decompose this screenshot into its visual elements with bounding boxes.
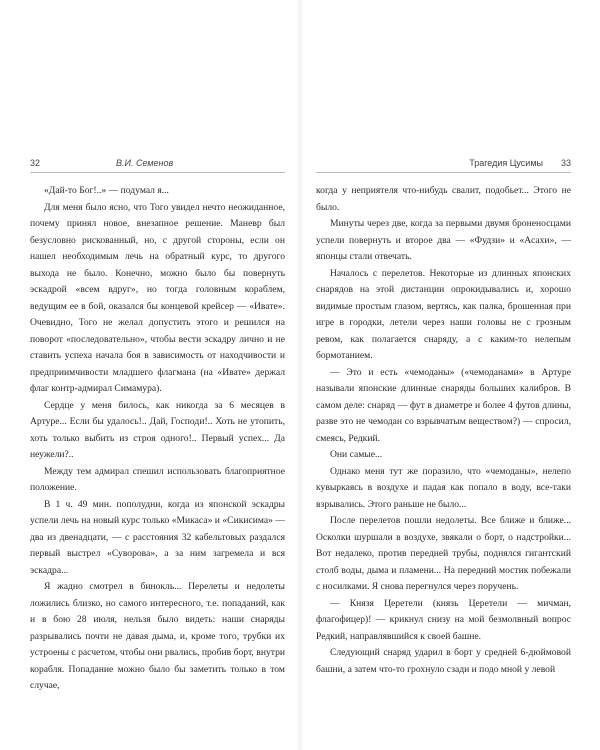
right-running-head bbox=[316, 158, 571, 173]
paragraph: Они самые... bbox=[330, 449, 383, 460]
paragraph: Для меня было ясно, что Того увидел нечто неожиданное, почему принял новое, внезапное решение. Маневр был безусловно рискованный, но, с другой стороны, если он нашел необходимым лечь на обратный курс, то другого выхода не было. Конечно, можно было бы повернуть эскадрой «всем вдруг», но тогда головным кораблем, ведущим ее в бой, оказался бы концевой крейсер — «Ивате». Очевидно, Того не желал допустить этого и решился на поворот «последовательно», чтобы вести эскадру лично и не ставить успеха начала боя в зависимость от находчивости и предприимчивости младшего флагмана (на «Ивате» держал флаг контр-адмирал Симамура). bbox=[30, 201, 285, 394]
book-gutter bbox=[296, 0, 304, 750]
left-page-body bbox=[30, 183, 285, 695]
paragraph: В 1 ч. 49 мин. пополудни, когда из японской эскадры успели лечь на новый курс только «Микаса» и «Сикисима» — два из двенадцати, — с расстояния 32 кабельтовых раздался первый выстрел «Суворова», а за ним загремела и вся эскадра... bbox=[30, 498, 285, 576]
paragraph: Я жадно смотрел в бинокль... Перелеты и недолеты ложились близко, но самого интересного, т.е. попаданий, как и в бою 28 июля, нельзя было видеть: наши снаряды разрывались почти не давая дыма, и, кроме того, трубки их устроены с расчетом, чтобы они рвались, пробив борт, внутри корабля. Попадание можно было бы заметить только в том случае, bbox=[30, 581, 285, 691]
right-page bbox=[316, 158, 571, 678]
paragraph: — Это и есть «чемоданы» («чемоданами» в Артуре называли японские длинные снаряды больших калибров. В самом деле: снаряд — фут в диаметре и более 4 футов длины, разве это не чемодан со взрывчатым веществом?) — спросил, смеясь, Редкий. bbox=[316, 366, 571, 444]
paragraph: После перелетов пошли недолеты. Все ближе и ближе... Осколки шуршали в воздухе, звякали о борт, о надстройки... Вот недалеко, против передней трубы, поднялся гигантский столб воды, дыма и пламени... На передний мостик побежали с носилками. Я снова перегнулся через поручень. bbox=[316, 515, 571, 592]
right-page-body bbox=[316, 183, 571, 678]
right-page-number: 33 bbox=[560, 158, 571, 168]
paragraph: — Князя Церетели (князь Церетели — мичман, флагофицер)! — крикнул снизу на мой безмолвный вопрос Редкий, направлявшийся к своей башне. bbox=[316, 597, 571, 642]
left-page-number: 32 bbox=[30, 158, 41, 168]
left-running-head bbox=[30, 158, 285, 173]
paragraph: «Дай-то Бог!..» — подумал я... bbox=[44, 185, 169, 196]
left-running-title: В.И. Семенов bbox=[116, 158, 174, 168]
paragraph-continued: когда у неприятеля что-нибудь свалит, подобьет... Этого не было. bbox=[316, 185, 571, 213]
paragraph: Однако меня тут же поразило, что «чемоданы», нелепо кувыркаясь в воздухе и падая как попало в воду, все-таки взрывались. Этого раньше не было... bbox=[316, 465, 571, 510]
left-page bbox=[30, 158, 285, 695]
paragraph: Минуты через две, когда за первыми двумя броненосцами успели повернуть и второе два — «Фудзи» и «Асахи», — японцы стали отвечать. bbox=[316, 218, 571, 262]
paragraph: Между тем адмирал спешил использовать благоприятное положение. bbox=[30, 465, 285, 493]
paragraph: Началось с перелетов. Некоторые из длинных японских снарядов на этой дистанции опрокидывались и, хорошо видимые простым глазом, вертясь, как палка, брошенная при игре в городки, летели через наши головы не с грозным ревом, как полагается снаряду, а с каким-то нелепым бормотанием. bbox=[316, 267, 571, 361]
paragraph: Следующий снаряд ударил в борт у средней 6-дюймовой башни, а затем что-то грохнуло сзади и подо мной у левой bbox=[316, 647, 571, 675]
paragraph: Сердце у меня билось, как никогда за 6 месяцев в Артуре... Если бы удалось!.. Дай, Господи!.. Хоть не утопить, хоть только выбить из строя одного!.. Первый успех... Да неужели?.. bbox=[30, 399, 285, 460]
right-running-title: Трагедия Цусимы bbox=[469, 158, 543, 168]
